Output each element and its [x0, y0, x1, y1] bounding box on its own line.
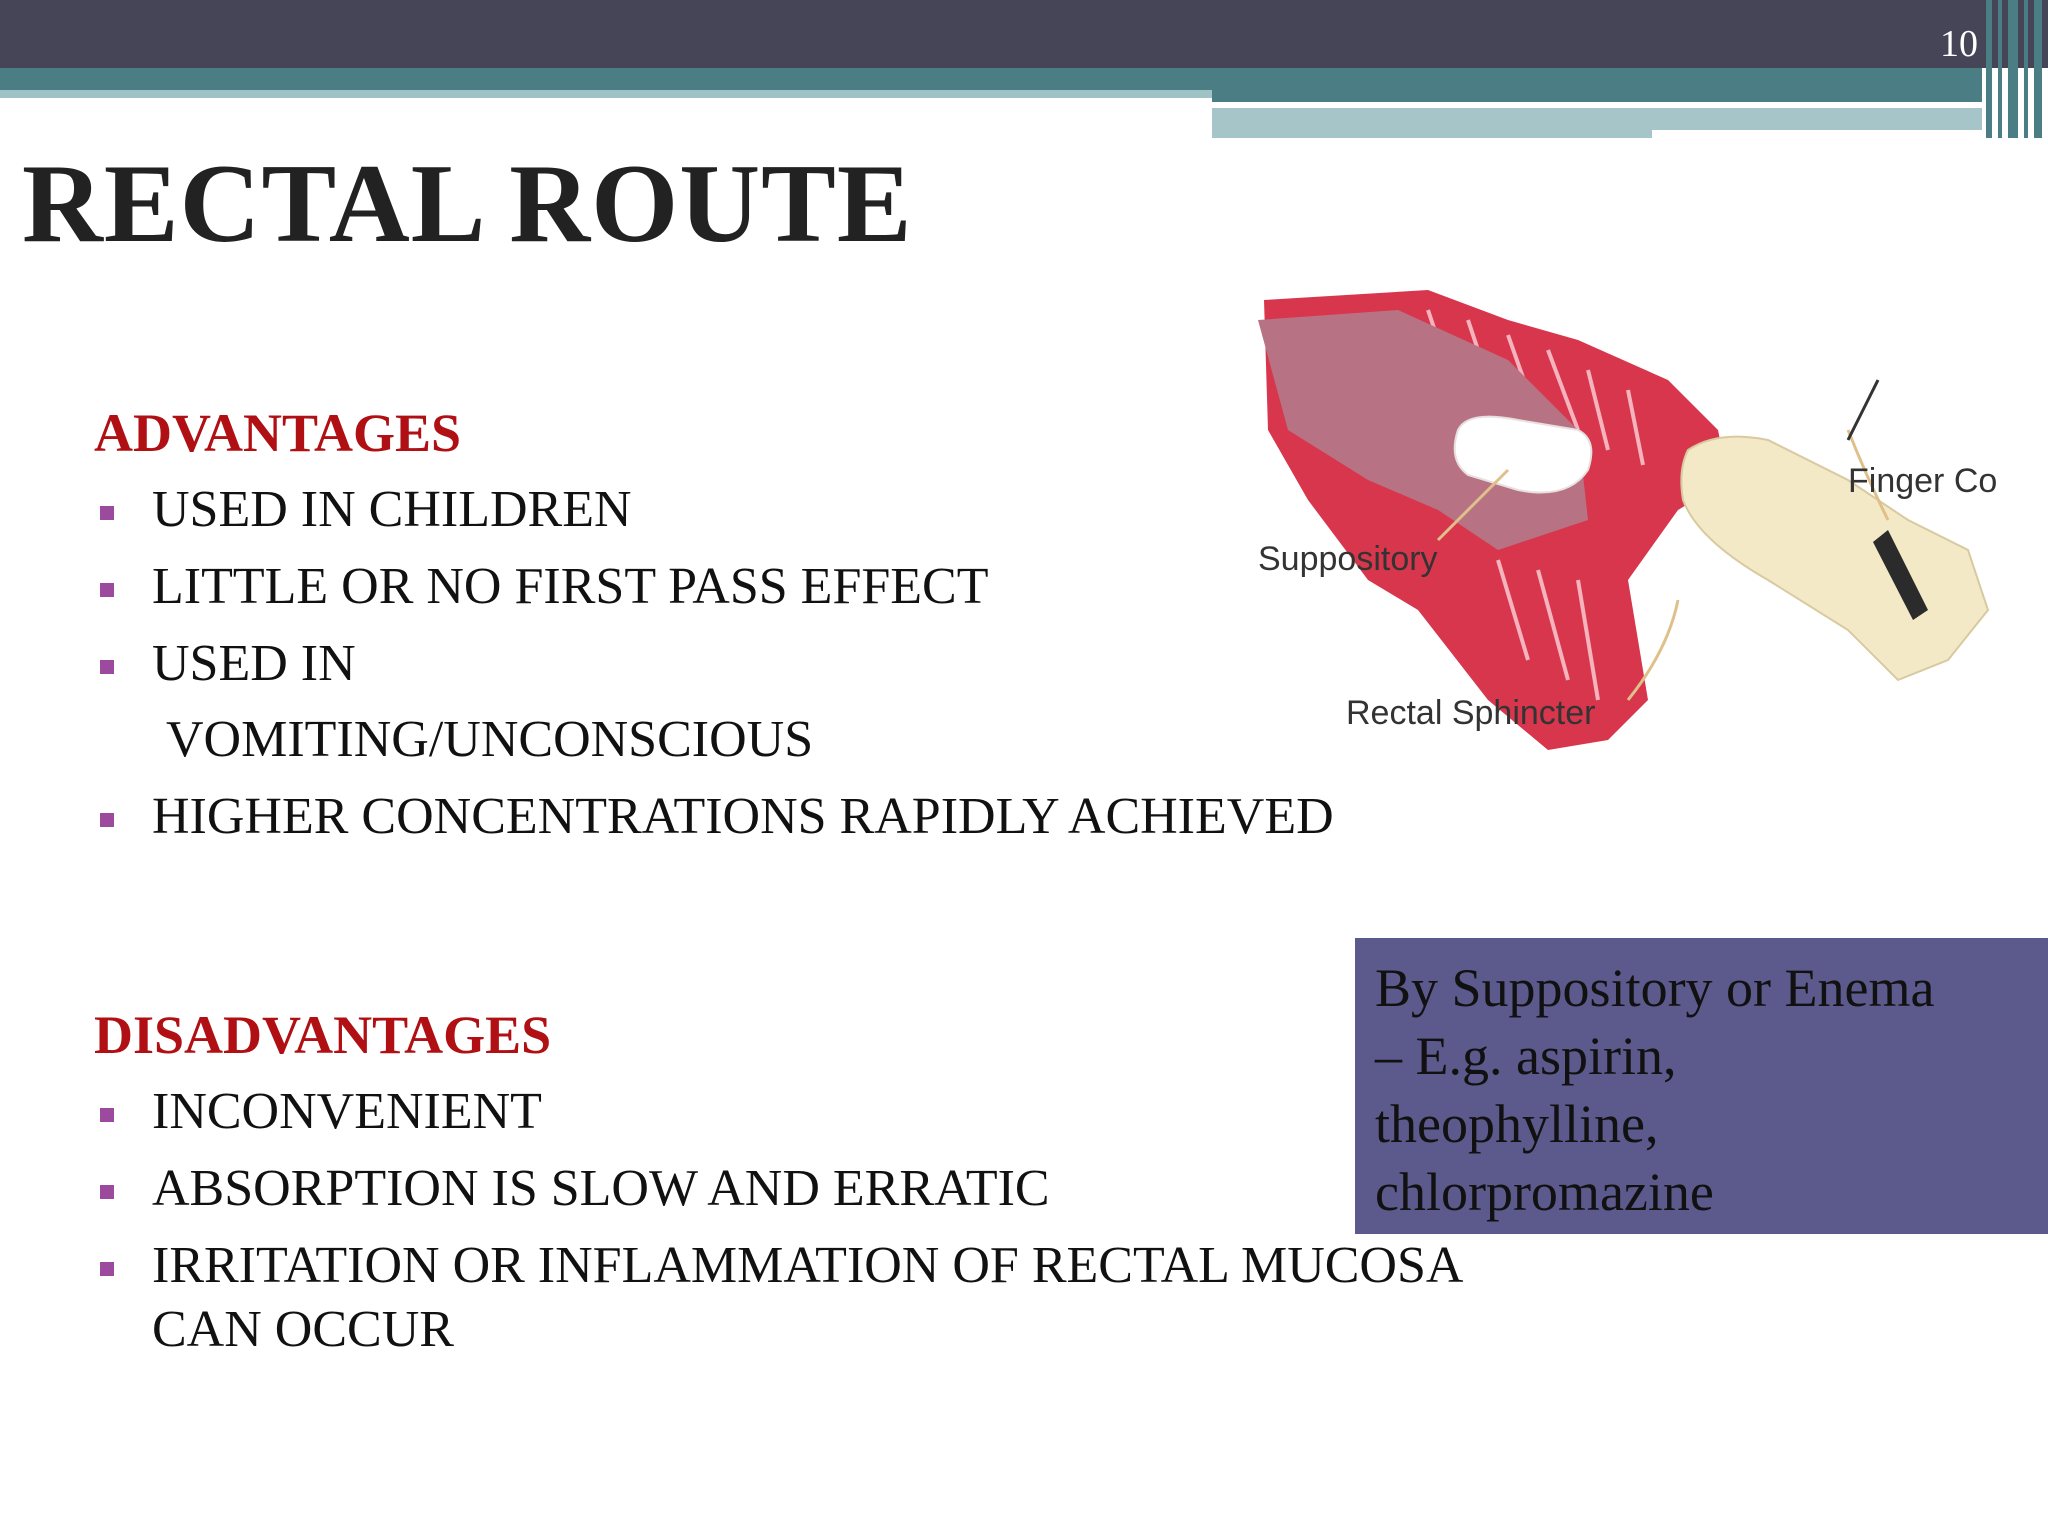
bullet-icon	[100, 1185, 114, 1199]
disadvantages-list	[94, 1083, 1464, 1381]
bullet-icon	[100, 1108, 114, 1122]
disadvantages-heading: DISADVANTAGES	[94, 1005, 552, 1065]
note-line: By Suppository or Enema	[1375, 958, 1935, 1018]
advantages-heading: ADVANTAGES	[94, 403, 462, 463]
bullet-icon	[100, 813, 114, 827]
slide-title: RECTAL ROUTE	[22, 142, 913, 266]
list-item: USED IN CHILDREN	[94, 484, 1334, 536]
figure-label: Suppository	[1258, 540, 1438, 578]
list-item: IRRITATION OR INFLAMMATION OF RECTAL MUCOSA CAN OCCUR	[94, 1240, 1463, 1356]
header-stripe-light	[1652, 108, 1982, 130]
bullet-icon	[100, 506, 114, 520]
header-stripe	[1212, 68, 1982, 102]
note-line: – E.g. aspirin,	[1375, 1026, 1677, 1087]
header-stripe	[0, 68, 1212, 90]
bullet-icon	[100, 1262, 114, 1276]
list-item: INCONVENIENT	[94, 1086, 1463, 1138]
note-line: theophylline,	[1375, 1094, 1659, 1155]
header-stripe-light	[1212, 108, 1652, 138]
list-item: HIGHER CONCENTRATIONS RAPIDLY ACHIEVED	[94, 791, 1334, 843]
list-item: LITTLE OR NO FIRST PASS EFFECT	[94, 561, 1334, 613]
note-line: chlorpromazine	[1375, 1162, 1714, 1223]
header-vertical-stripes	[1982, 0, 2048, 138]
header-stripe-light	[0, 90, 1212, 98]
slide-number: 10	[1940, 23, 1978, 65]
list-item: USED IN VOMITING/UNCONSCIOUS	[94, 638, 1334, 766]
header-bar	[0, 0, 2048, 68]
figure-label: Rectal Sphincter	[1346, 694, 1596, 732]
bullet-icon	[100, 660, 114, 674]
rectal-suppository-illustration	[1248, 280, 2048, 760]
advantages-list	[94, 481, 1334, 868]
list-item: ABSORPTION IS SLOW AND ERRATIC	[94, 1163, 1463, 1215]
figure-label: Finger Co	[1848, 462, 1998, 500]
note-box	[1355, 938, 2048, 1234]
bullet-icon	[100, 583, 114, 597]
